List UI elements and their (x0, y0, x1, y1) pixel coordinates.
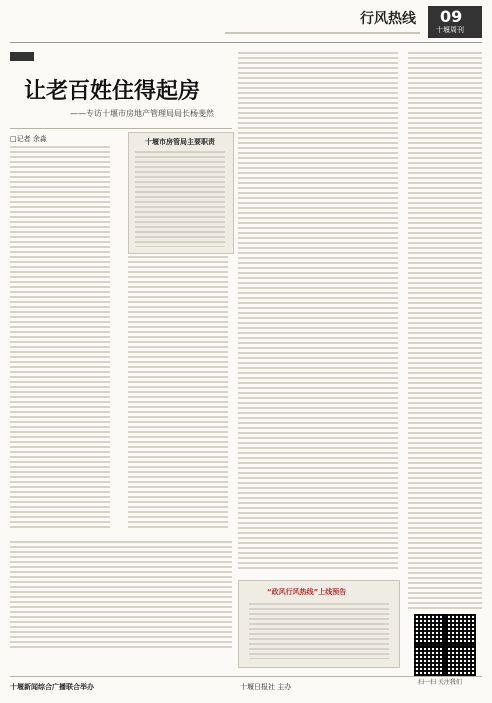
duties-box (128, 132, 234, 254)
qr-caption: 扫一扫 关注我们 (418, 679, 462, 686)
page-number: 09 (440, 7, 463, 26)
preview-box-title: “政风行风热线”上线预告 (267, 588, 347, 596)
article-bottom (10, 541, 232, 651)
footer-rule (10, 676, 482, 677)
middle-column (238, 46, 398, 666)
byline: □记者 余淼 (10, 135, 47, 143)
page-header (0, 0, 492, 46)
footer-left-text: 十堰新闻综合广播联合举办 (10, 683, 94, 691)
right-column (408, 46, 482, 686)
header-rule (10, 42, 482, 43)
duties-box-text (135, 151, 225, 247)
subheadline: ——专访十堰市房地产管理局局长杨斐然 (70, 109, 214, 118)
section-tag (10, 52, 34, 61)
right-article-1 (408, 52, 482, 612)
page-footer (10, 676, 482, 696)
preview-box-text (249, 603, 389, 659)
qr-code[interactable] (414, 614, 476, 676)
preview-box (238, 580, 400, 668)
section-title: 行风热线 (360, 11, 416, 27)
duties-box-title: 十堰市房管局主要职责 (145, 138, 215, 146)
headline-rule (10, 128, 232, 129)
edition-name: 十堰周刊 (436, 26, 464, 34)
header-meta (225, 32, 420, 34)
middle-article (238, 52, 398, 572)
headline: 让老百姓住得起房 (24, 78, 201, 104)
page-number-box (428, 6, 482, 38)
article-col-1 (10, 146, 110, 531)
footer-right-text: 十堰日报社 主办 (240, 683, 292, 691)
left-page (10, 46, 232, 666)
